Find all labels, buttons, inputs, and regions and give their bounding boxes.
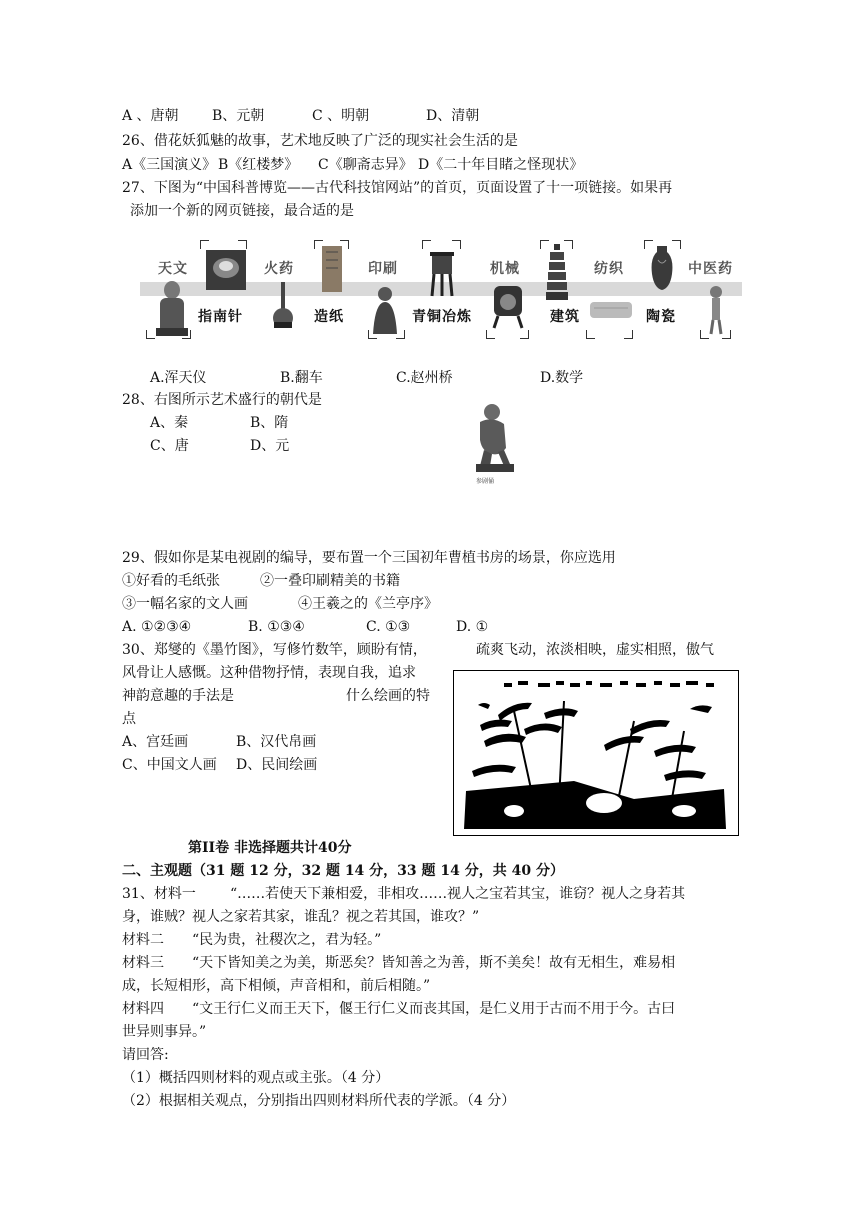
bronze-vessel-icon xyxy=(426,246,458,298)
q29-item-1: ①好看的毛纸张 xyxy=(122,573,220,589)
q30-option-c: C、中国文人画 xyxy=(122,757,217,773)
textile-cloth-icon xyxy=(588,294,634,324)
frame-bracket xyxy=(200,240,209,249)
frame-bracket xyxy=(586,330,595,339)
banner-link-paper[interactable]: 造纸 xyxy=(314,309,344,325)
frame-bracket xyxy=(396,330,405,339)
frame-bracket xyxy=(422,240,431,249)
q25-option-d: D、清朝 xyxy=(426,108,480,124)
opera-figurine-image xyxy=(470,400,520,475)
q31-material4-cont: 世异则事异。” xyxy=(122,1024,207,1040)
compass-icon xyxy=(204,246,248,292)
q29-item-3: ③一幅名家的文人画 xyxy=(122,596,248,612)
frame-bracket xyxy=(540,240,549,249)
frame-bracket xyxy=(238,240,247,249)
banner-link-compass[interactable]: 指南针 xyxy=(198,309,243,325)
q27-stem-line2: 添加一个新的网页链接，最合适的是 xyxy=(130,203,354,219)
banner-link-machinery[interactable]: 机械 xyxy=(490,261,520,277)
frame-bracket xyxy=(644,240,653,249)
q29-option-c: C. ①③ xyxy=(366,619,411,635)
q31-material2-label: 材料二 xyxy=(122,932,164,948)
acupuncture-figure-icon xyxy=(704,284,728,336)
q31-prompt: 请回答: xyxy=(122,1047,169,1063)
q29-option-b: B. ①③④ xyxy=(248,619,305,635)
q27-stem-line1: 27、下图为“中国科普博览——古代科技馆网站”的首页，页面设置了十一项链接。如果再 xyxy=(122,180,673,196)
frame-bracket xyxy=(314,240,323,249)
q28-option-b: B、隋 xyxy=(250,415,289,431)
q31-sub-question-2: （2）根据相关观点，分别指出四则材料所代表的学派。（4 分） xyxy=(122,1093,516,1109)
q31-material1-cont: 身，谁贼？视人之家若其家，谁乱？视之若其国，谁攻？” xyxy=(122,909,480,925)
q29-stem: 29、假如你是某电视剧的编导，要布置一个三国初年曹植书房的场景，你应选用 xyxy=(122,550,616,566)
q30-line3-b: 什么绘画的特 xyxy=(346,688,430,704)
q29-item-4: ④王羲之的《兰亭序》 xyxy=(298,596,438,612)
q31-material4-text: “文王行仁义而王天下，偃王行仁义而丧其国，是仁义用于古而不用于今。古曰 xyxy=(192,1001,676,1017)
q25-option-b: B、元朝 xyxy=(212,108,265,124)
ink-bamboo-painting xyxy=(453,670,739,836)
frame-bracket xyxy=(700,330,709,339)
q30-line1-b: 疏爽飞动，浓淡相映，虚实相照，傲气 xyxy=(476,642,714,658)
q30-line4: 点 xyxy=(122,711,136,727)
q31-material3-text: “天下皆知美之为美，斯恶矣？皆知善之为善，斯不美矣！故有无相生，难易相 xyxy=(192,955,676,971)
paper-scroll-icon xyxy=(318,244,346,294)
q28-option-c: C、唐 xyxy=(150,438,189,454)
q31-material2-text: “民为贵，社稷次之，君为轻。” xyxy=(192,932,382,948)
q27-option-a: A.浑天仪 xyxy=(150,370,207,386)
q31-sub-question-1: （1）概括四则材料的观点或主张。（4 分） xyxy=(122,1070,390,1086)
q27-option-d: D.数学 xyxy=(540,370,584,386)
q30-line3-a: 神韵意趣的手法是 xyxy=(122,688,234,704)
q30-option-b: B、汉代帛画 xyxy=(236,734,317,750)
frame-bracket xyxy=(722,330,731,339)
figurine-caption: 参剧俑 xyxy=(476,478,495,485)
q30-option-d: D、民间绘画 xyxy=(236,757,318,773)
banner-link-medicine[interactable]: 中医药 xyxy=(688,261,733,277)
banner-link-textile[interactable]: 纺织 xyxy=(594,261,624,277)
q26-option-d: D《二十年目睹之怪现状》 xyxy=(418,157,584,173)
frame-bracket xyxy=(486,330,495,339)
armillary-figure-icon xyxy=(152,278,192,338)
q26-stem: 26、借花妖狐魅的故事，艺术地反映了广泛的现实社会生活的是 xyxy=(122,133,518,149)
banner-link-gunpowder[interactable]: 火药 xyxy=(264,261,294,277)
banner-link-bronze[interactable]: 青铜冶炼 xyxy=(412,309,472,325)
q28-stem: 28、右图所示艺术盛行的朝代是 xyxy=(122,392,322,408)
frame-bracket xyxy=(368,330,377,339)
q25-option-c: C 、明朝 xyxy=(312,108,370,124)
q27-option-b: B.翻车 xyxy=(280,370,323,386)
q27-option-c: C.赵州桥 xyxy=(396,370,453,386)
q30-line2: 风骨让人感慨。这种借物抒情，表现自我，追求 xyxy=(122,665,416,681)
science-museum-banner xyxy=(140,238,742,348)
q31-material1-text: “……若使天下兼相爱，非相攻……视人之宝若其宝，谁窃？视人之身若其 xyxy=(230,886,686,902)
frame-bracket xyxy=(452,240,461,249)
banner-link-astronomy[interactable]: 天文 xyxy=(158,261,188,277)
printing-figure-icon xyxy=(370,284,400,336)
q26-option-c: C《聊斋志异》 xyxy=(318,157,413,173)
q28-option-a: A、秦 xyxy=(150,415,189,431)
frame-bracket xyxy=(564,240,573,249)
q29-item-2: ②一叠印刷精美的书籍 xyxy=(260,573,400,589)
q31-material3-cont: 成，长短相形，高下相倾，声音相和，前后相随。” xyxy=(122,978,431,994)
q31-material1-label: 31、材料一 xyxy=(122,886,196,902)
q29-option-a: A. ①②③④ xyxy=(122,619,192,635)
q28-option-d: D、元 xyxy=(250,438,290,454)
q30-option-a: A、宫廷画 xyxy=(122,734,189,750)
banner-link-ceramics[interactable]: 陶瓷 xyxy=(646,309,676,325)
q29-option-d: D. ① xyxy=(456,619,489,635)
q26-option-a: A《三国演义》 xyxy=(122,157,217,173)
frame-bracket xyxy=(182,330,191,339)
q25-option-a: A 、唐朝 xyxy=(122,108,179,124)
pagoda-icon xyxy=(544,244,570,302)
frame-bracket xyxy=(672,240,681,249)
frame-bracket xyxy=(146,330,155,339)
q31-material3-label: 材料三 xyxy=(122,955,164,971)
q30-line1-a: 30、郑燮的《墨竹图》，写修竹数竿，顾盼有情， xyxy=(122,642,427,658)
ceramic-vase-icon xyxy=(648,244,676,292)
banner-link-architecture[interactable]: 建筑 xyxy=(550,309,580,325)
banner-link-printing[interactable]: 印刷 xyxy=(368,261,398,277)
frame-bracket xyxy=(624,330,633,339)
gunpowder-rocket-icon xyxy=(270,282,296,330)
section2-title: 第II卷 非选择题共计40分 xyxy=(188,840,352,856)
frame-bracket xyxy=(340,240,349,249)
frame-bracket xyxy=(520,330,529,339)
machinery-icon xyxy=(490,280,526,330)
q26-option-b: B《红楼梦》 xyxy=(218,157,299,173)
q31-material4-label: 材料四 xyxy=(122,1001,164,1017)
section2-heading: 二、主观题（31 题 12 分，32 题 14 分，33 题 14 分，共 40 分） xyxy=(122,863,564,879)
